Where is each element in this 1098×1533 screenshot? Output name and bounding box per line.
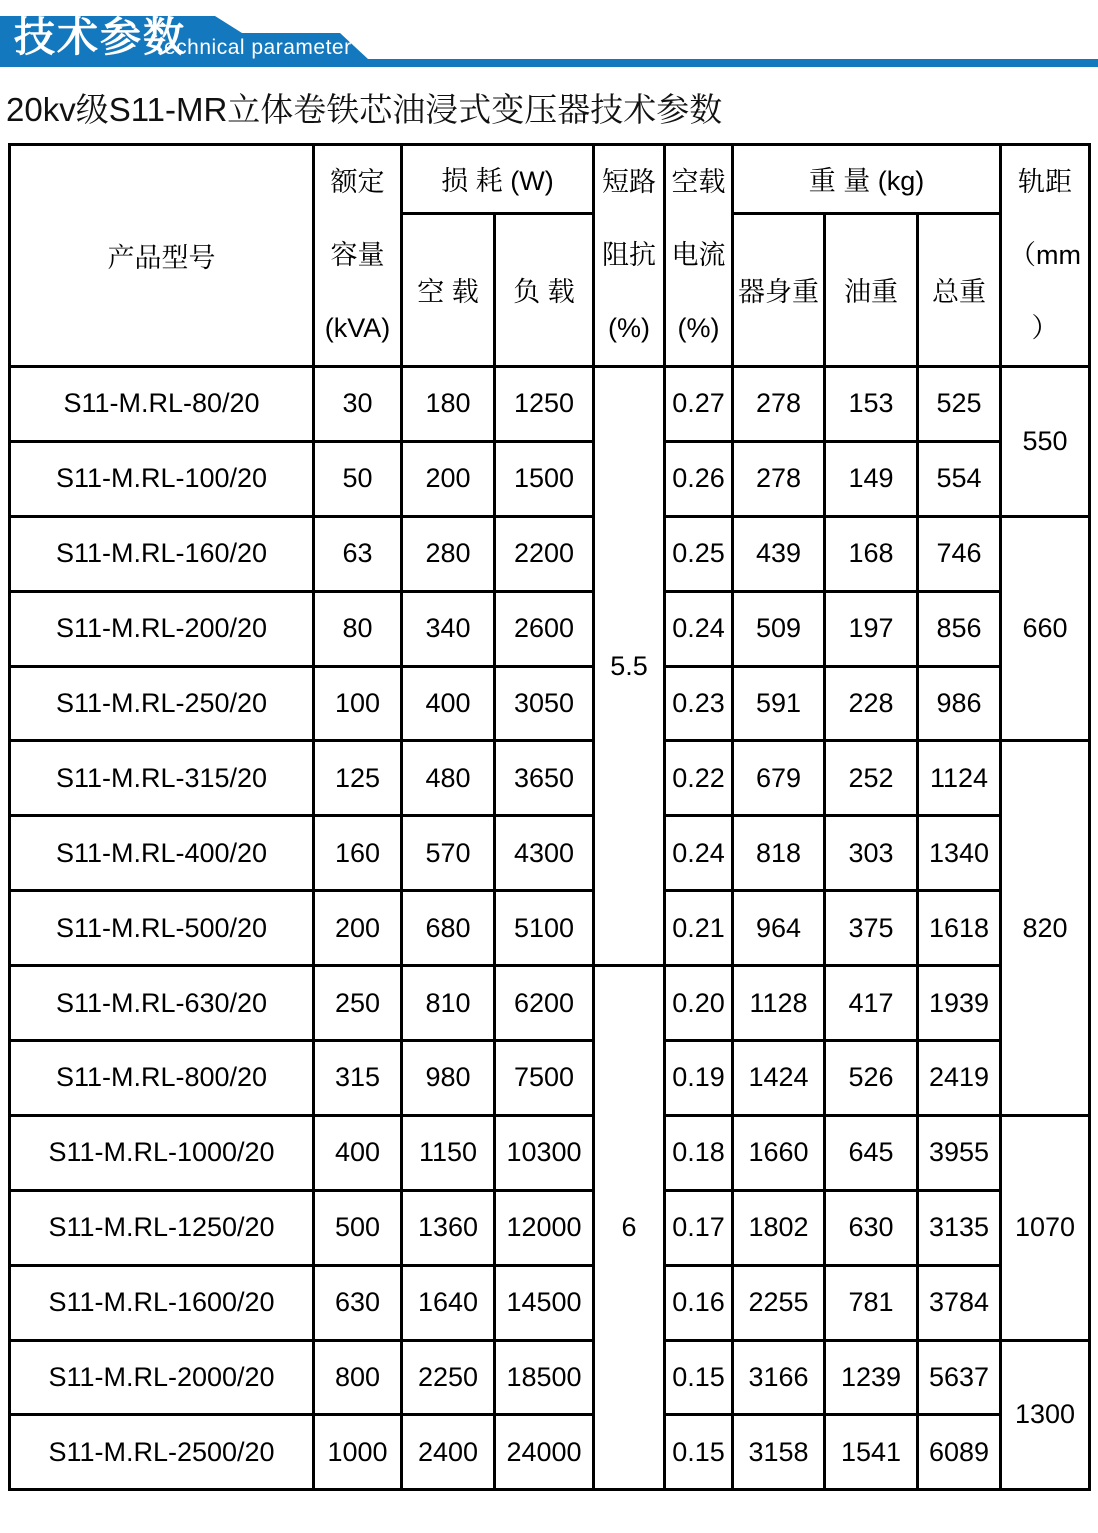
capacity-cell: 200 xyxy=(314,891,402,966)
body-weight-cell: 509 xyxy=(733,591,825,666)
table-row xyxy=(10,816,1090,891)
gauge-cell: 1070 xyxy=(1001,1115,1090,1340)
body-weight-cell: 818 xyxy=(733,816,825,891)
oil-weight-cell: 375 xyxy=(825,891,918,966)
header-row-1 xyxy=(10,145,1090,214)
total-weight-cell: 856 xyxy=(918,591,1001,666)
load-loss-cell: 10300 xyxy=(495,1115,594,1190)
total-weight-cell: 525 xyxy=(918,367,1001,442)
load-loss-cell: 12000 xyxy=(495,1190,594,1265)
no-load-current-cell: 0.18 xyxy=(665,1115,733,1190)
oil-weight-cell: 645 xyxy=(825,1115,918,1190)
body-weight-cell: 2255 xyxy=(733,1265,825,1340)
header-capacity-line2: 容量 xyxy=(330,240,385,270)
no-load-current-cell: 0.27 xyxy=(665,367,733,442)
no-load-loss-cell: 680 xyxy=(402,891,495,966)
table-body xyxy=(10,367,1090,1490)
no-load-current-cell: 0.17 xyxy=(665,1190,733,1265)
gauge-cell: 550 xyxy=(1001,367,1090,517)
header-impedance-line2: 阻抗 xyxy=(602,240,657,270)
capacity-cell: 30 xyxy=(314,367,402,442)
header-weight-body: 器身重 xyxy=(733,213,825,366)
section-banner xyxy=(0,0,1098,70)
capacity-cell: 63 xyxy=(314,516,402,591)
capacity-cell: 500 xyxy=(314,1190,402,1265)
header-weight-total: 总重 xyxy=(918,213,1001,366)
header-gauge-line3: ） xyxy=(1031,313,1059,343)
total-weight-cell: 746 xyxy=(918,516,1001,591)
page-title: 20kv级S11-MR立体卷铁芯油浸式变压器技术参数 xyxy=(6,91,723,128)
capacity-cell: 315 xyxy=(314,1041,402,1116)
no-load-current-cell: 0.16 xyxy=(665,1265,733,1340)
total-weight-cell: 3955 xyxy=(918,1115,1001,1190)
table-row xyxy=(10,1041,1090,1116)
body-weight-cell: 1660 xyxy=(733,1115,825,1190)
no-load-current-cell: 0.19 xyxy=(665,1041,733,1116)
load-loss-cell: 24000 xyxy=(495,1415,594,1490)
body-weight-cell: 3158 xyxy=(733,1415,825,1490)
total-weight-cell: 2419 xyxy=(918,1041,1001,1116)
no-load-current-cell: 0.24 xyxy=(665,816,733,891)
header-current-line1: 空载 xyxy=(671,167,726,197)
header-weight-group: 重 量 (kg) xyxy=(733,145,1001,214)
oil-weight-cell: 1541 xyxy=(825,1415,918,1490)
gauge-cell: 660 xyxy=(1001,516,1090,741)
load-loss-cell: 4300 xyxy=(495,816,594,891)
model-cell: S11-M.RL-315/20 xyxy=(10,741,314,816)
model-cell: S11-M.RL-800/20 xyxy=(10,1041,314,1116)
no-load-current-cell: 0.15 xyxy=(665,1340,733,1415)
load-loss-cell: 3050 xyxy=(495,666,594,741)
model-cell: S11-M.RL-1250/20 xyxy=(10,1190,314,1265)
no-load-current-cell: 0.21 xyxy=(665,891,733,966)
model-cell: S11-M.RL-1000/20 xyxy=(10,1115,314,1190)
header-gauge-line2: （mm xyxy=(1009,240,1082,270)
no-load-current-cell: 0.23 xyxy=(665,666,733,741)
no-load-loss-cell: 480 xyxy=(402,741,495,816)
body-weight-cell: 591 xyxy=(733,666,825,741)
header-weight-oil: 油重 xyxy=(825,213,918,366)
load-loss-cell: 7500 xyxy=(495,1041,594,1116)
load-loss-cell: 2200 xyxy=(495,516,594,591)
no-load-loss-cell: 1360 xyxy=(402,1190,495,1265)
table-row xyxy=(10,1265,1090,1340)
model-cell: S11-M.RL-1600/20 xyxy=(10,1265,314,1340)
body-weight-cell: 439 xyxy=(733,516,825,591)
capacity-cell: 125 xyxy=(314,741,402,816)
load-loss-cell: 18500 xyxy=(495,1340,594,1415)
table-row xyxy=(10,1190,1090,1265)
header-gauge-line1: 轨距 xyxy=(1018,167,1073,197)
no-load-loss-cell: 180 xyxy=(402,367,495,442)
total-weight-cell: 3135 xyxy=(918,1190,1001,1265)
oil-weight-cell: 417 xyxy=(825,966,918,1041)
gauge-cell: 1300 xyxy=(1001,1340,1090,1490)
oil-weight-cell: 781 xyxy=(825,1265,918,1340)
header-capacity xyxy=(314,145,402,367)
header-gauge xyxy=(1001,145,1090,367)
no-load-loss-cell: 400 xyxy=(402,666,495,741)
model-cell: S11-M.RL-630/20 xyxy=(10,966,314,1041)
table-row xyxy=(10,1340,1090,1415)
table-row xyxy=(10,516,1090,591)
body-weight-cell: 278 xyxy=(733,441,825,516)
spec-table xyxy=(8,143,1091,1491)
total-weight-cell: 6089 xyxy=(918,1415,1001,1490)
table-row xyxy=(10,591,1090,666)
load-loss-cell: 5100 xyxy=(495,891,594,966)
load-loss-cell: 6200 xyxy=(495,966,594,1041)
body-weight-cell: 679 xyxy=(733,741,825,816)
oil-weight-cell: 252 xyxy=(825,741,918,816)
no-load-current-cell: 0.20 xyxy=(665,966,733,1041)
model-cell: S11-M.RL-250/20 xyxy=(10,666,314,741)
no-load-loss-cell: 1150 xyxy=(402,1115,495,1190)
table-header xyxy=(10,145,1090,367)
oil-weight-cell: 526 xyxy=(825,1041,918,1116)
table-row xyxy=(10,441,1090,516)
no-load-loss-cell: 2250 xyxy=(402,1340,495,1415)
body-weight-cell: 1802 xyxy=(733,1190,825,1265)
header-impedance-line1: 短路 xyxy=(602,167,657,197)
table-row xyxy=(10,741,1090,816)
no-load-loss-cell: 280 xyxy=(402,516,495,591)
body-weight-cell: 964 xyxy=(733,891,825,966)
header-model: 产品型号 xyxy=(10,145,314,367)
oil-weight-cell: 1239 xyxy=(825,1340,918,1415)
banner-title-zh: 技术参数 xyxy=(14,14,186,60)
capacity-cell: 80 xyxy=(314,591,402,666)
capacity-cell: 100 xyxy=(314,666,402,741)
table-row xyxy=(10,666,1090,741)
load-loss-cell: 1500 xyxy=(495,441,594,516)
body-weight-cell: 1128 xyxy=(733,966,825,1041)
no-load-current-cell: 0.15 xyxy=(665,1415,733,1490)
header-capacity-line3: (kVA) xyxy=(324,313,391,343)
no-load-loss-cell: 200 xyxy=(402,441,495,516)
model-cell: S11-M.RL-400/20 xyxy=(10,816,314,891)
banner-title-en: Technical parameter xyxy=(153,36,352,59)
no-load-loss-cell: 810 xyxy=(402,966,495,1041)
load-loss-cell: 2600 xyxy=(495,591,594,666)
table-row xyxy=(10,891,1090,966)
impedance-cell: 6 xyxy=(594,966,665,1490)
no-load-current-cell: 0.24 xyxy=(665,591,733,666)
no-load-loss-cell: 570 xyxy=(402,816,495,891)
header-impedance xyxy=(594,145,665,367)
header-capacity-line1: 额定 xyxy=(330,167,385,197)
model-cell: S11-M.RL-80/20 xyxy=(10,367,314,442)
total-weight-cell: 986 xyxy=(918,666,1001,741)
oil-weight-cell: 197 xyxy=(825,591,918,666)
table-row xyxy=(10,1415,1090,1490)
body-weight-cell: 278 xyxy=(733,367,825,442)
no-load-loss-cell: 340 xyxy=(402,591,495,666)
header-no-load-current xyxy=(665,145,733,367)
capacity-cell: 250 xyxy=(314,966,402,1041)
load-loss-cell: 3650 xyxy=(495,741,594,816)
impedance-cell: 5.5 xyxy=(594,367,665,966)
gauge-cell: 820 xyxy=(1001,741,1090,1115)
oil-weight-cell: 303 xyxy=(825,816,918,891)
body-weight-cell: 3166 xyxy=(733,1340,825,1415)
model-cell: S11-M.RL-2000/20 xyxy=(10,1340,314,1415)
capacity-cell: 400 xyxy=(314,1115,402,1190)
oil-weight-cell: 228 xyxy=(825,666,918,741)
no-load-loss-cell: 1640 xyxy=(402,1265,495,1340)
model-cell: S11-M.RL-200/20 xyxy=(10,591,314,666)
capacity-cell: 50 xyxy=(314,441,402,516)
total-weight-cell: 1618 xyxy=(918,891,1001,966)
total-weight-cell: 1124 xyxy=(918,741,1001,816)
header-current-line2: 电流 xyxy=(671,240,726,270)
capacity-cell: 630 xyxy=(314,1265,402,1340)
total-weight-cell: 1939 xyxy=(918,966,1001,1041)
no-load-current-cell: 0.26 xyxy=(665,441,733,516)
no-load-loss-cell: 980 xyxy=(402,1041,495,1116)
load-loss-cell: 14500 xyxy=(495,1265,594,1340)
model-cell: S11-M.RL-500/20 xyxy=(10,891,314,966)
capacity-cell: 160 xyxy=(314,816,402,891)
table-row xyxy=(10,966,1090,1041)
no-load-current-cell: 0.22 xyxy=(665,741,733,816)
model-cell: S11-M.RL-160/20 xyxy=(10,516,314,591)
load-loss-cell: 1250 xyxy=(495,367,594,442)
total-weight-cell: 1340 xyxy=(918,816,1001,891)
total-weight-cell: 554 xyxy=(918,441,1001,516)
model-cell: S11-M.RL-2500/20 xyxy=(10,1415,314,1490)
oil-weight-cell: 630 xyxy=(825,1190,918,1265)
header-impedance-line3: (%) xyxy=(608,313,651,343)
header-current-line3: (%) xyxy=(677,313,720,343)
oil-weight-cell: 149 xyxy=(825,441,918,516)
oil-weight-cell: 153 xyxy=(825,367,918,442)
total-weight-cell: 5637 xyxy=(918,1340,1001,1415)
no-load-loss-cell: 2400 xyxy=(402,1415,495,1490)
table-row xyxy=(10,1115,1090,1190)
table-row xyxy=(10,367,1090,442)
header-loss-no-load: 空 载 xyxy=(402,213,495,366)
capacity-cell: 800 xyxy=(314,1340,402,1415)
model-cell: S11-M.RL-100/20 xyxy=(10,441,314,516)
header-loss-load: 负 载 xyxy=(495,213,594,366)
no-load-current-cell: 0.25 xyxy=(665,516,733,591)
total-weight-cell: 3784 xyxy=(918,1265,1001,1340)
oil-weight-cell: 168 xyxy=(825,516,918,591)
body-weight-cell: 1424 xyxy=(733,1041,825,1116)
header-loss-group: 损 耗 (W) xyxy=(402,145,594,214)
capacity-cell: 1000 xyxy=(314,1415,402,1490)
